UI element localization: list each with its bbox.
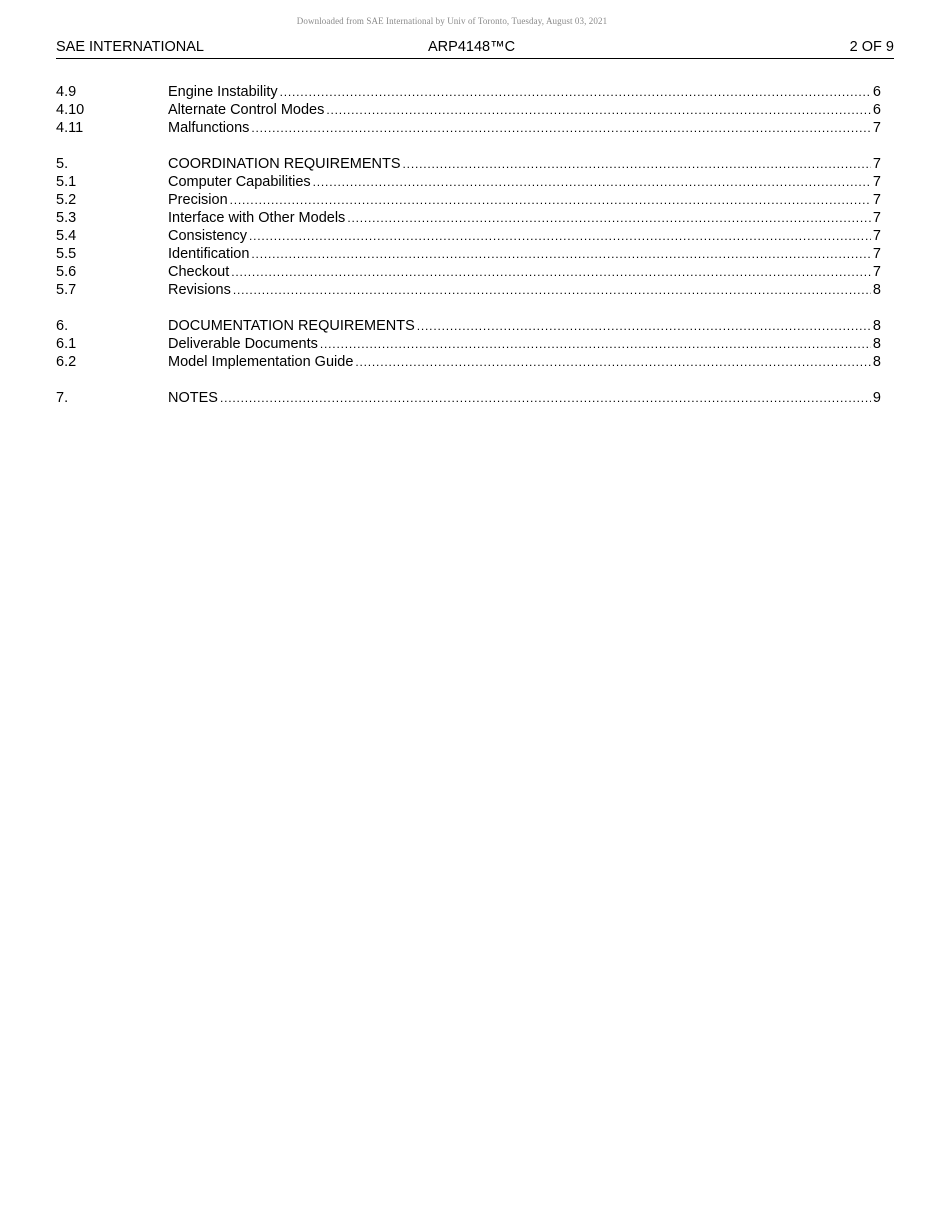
toc-entry-6-1[interactable] (56, 335, 881, 353)
toc-dot-leader (280, 83, 871, 101)
toc-section-title: Alternate Control Modes (168, 102, 325, 118)
toc-dot-leader (347, 209, 871, 227)
toc-entry-7[interactable] (56, 389, 881, 407)
toc-dot-leader (417, 317, 871, 335)
toc-section-title: Engine Instability (168, 84, 278, 100)
toc-dot-leader (355, 353, 871, 371)
toc-entry-5-5[interactable] (56, 245, 881, 263)
toc-dot-leader (220, 389, 871, 407)
toc-section-title: Identification (168, 246, 250, 262)
toc-dot-leader (249, 227, 871, 245)
toc-page-number: 9 (872, 390, 881, 406)
toc-entry-5-1[interactable] (56, 173, 881, 191)
toc-entry-4-11[interactable] (56, 119, 881, 137)
toc-section-number: 5.2 (56, 192, 77, 208)
toc-page-number: 7 (872, 246, 881, 262)
toc-dot-leader (326, 101, 871, 119)
toc-page-number: 7 (872, 156, 881, 172)
toc-entry-5-2[interactable] (56, 191, 881, 209)
toc-entry-5-3[interactable] (56, 209, 881, 227)
toc-section-title: Malfunctions (168, 120, 250, 136)
toc-entry-5-7[interactable] (56, 281, 881, 299)
toc-section-number: 5.1 (56, 174, 77, 190)
toc-page-number: 6 (872, 102, 881, 118)
toc-section-number: 6.1 (56, 336, 77, 352)
header-page-number: 2 OF 9 (849, 39, 894, 55)
toc-section-number: 4.10 (56, 102, 85, 118)
toc-section-number: 5.6 (56, 264, 77, 280)
toc-page-number: 8 (872, 354, 881, 370)
toc-page-number: 6 (872, 84, 881, 100)
toc-entry-5-4[interactable] (56, 227, 881, 245)
toc-section-title: Computer Capabilities (168, 174, 311, 190)
toc-section-number: 4.9 (56, 84, 77, 100)
toc-dot-leader (320, 335, 871, 353)
toc-page-number: 8 (872, 336, 881, 352)
toc-section-title: Checkout (168, 264, 230, 280)
toc-dot-leader (233, 281, 871, 299)
toc-entry-4-9[interactable] (56, 83, 881, 101)
toc-dot-leader (251, 119, 871, 137)
toc-section-title: NOTES (168, 390, 218, 406)
toc-page-number: 7 (872, 264, 881, 280)
toc-entry-4-10[interactable] (56, 101, 881, 119)
toc-dot-leader (231, 263, 871, 281)
download-watermark: Downloaded from SAE International by Univ of Toronto, Tuesday, August 03, 2021 (296, 16, 608, 26)
toc-page-number: 8 (872, 282, 881, 298)
toc-section-title: DOCUMENTATION REQUIREMENTS (168, 318, 415, 334)
table-of-contents (56, 83, 881, 407)
toc-section-title: Precision (168, 192, 228, 208)
toc-entry-5-6[interactable] (56, 263, 881, 281)
toc-section-number: 5. (56, 156, 69, 172)
toc-page-number: 7 (872, 174, 881, 190)
toc-section-title: Interface with Other Models (168, 210, 346, 226)
toc-section-title: Model Implementation Guide (168, 354, 354, 370)
toc-entry-5[interactable] (56, 155, 881, 173)
toc-dot-leader (313, 173, 871, 191)
toc-section-title: COORDINATION REQUIREMENTS (168, 156, 401, 172)
toc-section-number: 5.4 (56, 228, 77, 244)
toc-section-number: 7. (56, 390, 69, 406)
toc-entry-6-2[interactable] (56, 353, 881, 371)
header-document-id: ARP4148™C (428, 39, 516, 55)
toc-dot-leader (403, 155, 871, 173)
page-header (56, 38, 894, 59)
toc-page-number: 7 (872, 192, 881, 208)
toc-section-number: 6.2 (56, 354, 77, 370)
toc-section-title: Revisions (168, 282, 231, 298)
header-organization: SAE INTERNATIONAL (56, 39, 204, 55)
toc-section-number: 5.5 (56, 246, 77, 262)
toc-section-number: 4.11 (56, 120, 84, 136)
toc-dot-leader (230, 191, 871, 209)
toc-section-title: Deliverable Documents (168, 336, 318, 352)
toc-section-number: 5.7 (56, 282, 77, 298)
toc-section-title: Consistency (168, 228, 247, 244)
toc-page-number: 8 (872, 318, 881, 334)
toc-entry-6[interactable] (56, 317, 881, 335)
toc-page-number: 7 (872, 210, 881, 226)
toc-section-number: 5.3 (56, 210, 77, 226)
toc-section-number: 6. (56, 318, 69, 334)
toc-dot-leader (251, 245, 871, 263)
toc-page-number: 7 (872, 120, 881, 136)
toc-page-number: 7 (872, 228, 881, 244)
